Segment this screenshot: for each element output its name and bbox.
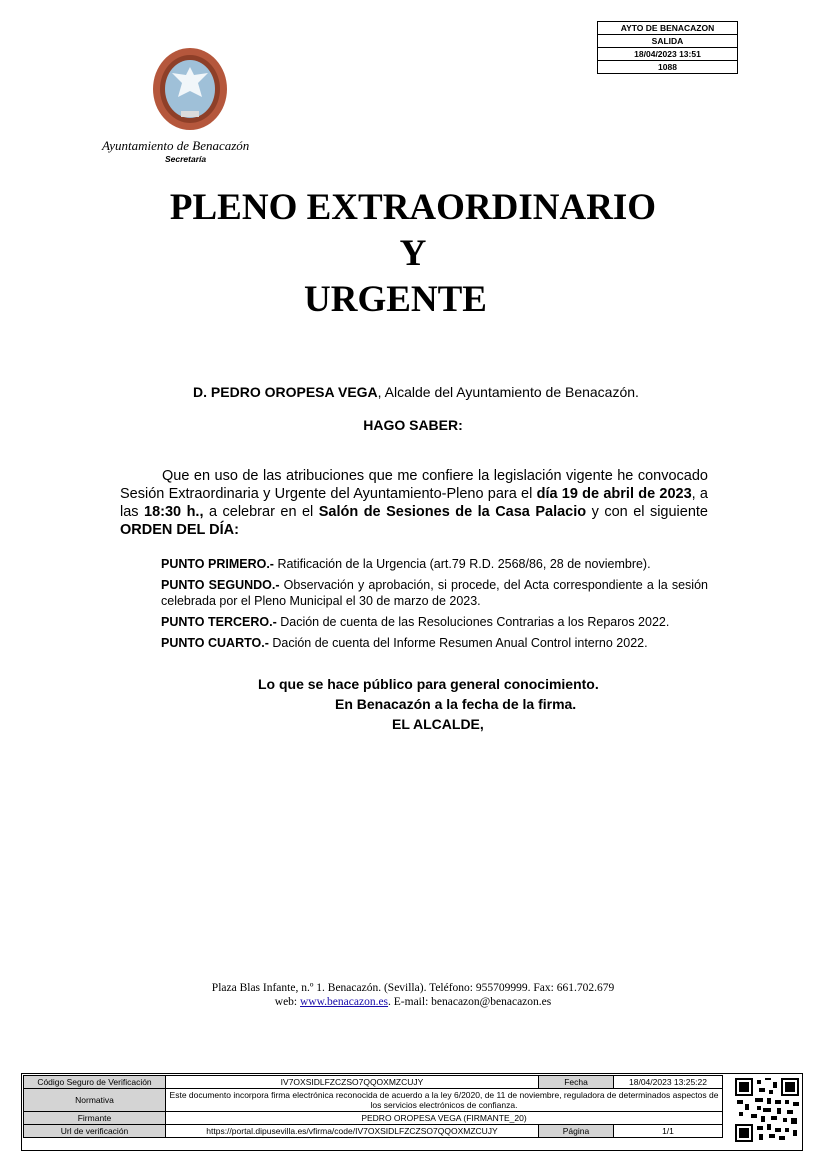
url-label: Url de verificación: [24, 1125, 166, 1138]
session-time: 18:30 h.,: [144, 504, 204, 520]
url-value[interactable]: https://portal.dipusevilla.es/vfirma/code/IV7OXSIDLFZCZSO7QQOXMZCUJY: [166, 1125, 539, 1138]
pagina-value: 1/1: [614, 1125, 723, 1138]
title-line-1: PLENO EXTRAORDINARIO: [169, 187, 657, 228]
website-link[interactable]: www.benacazon.es: [300, 996, 389, 1008]
footer-contact: [0, 996, 826, 1008]
stamp-entity: AYTO DE BENACAZON: [598, 22, 737, 35]
stamp-type: SALIDA: [598, 35, 737, 48]
stamp-number: 1088: [658, 62, 677, 72]
pagina-label: Página: [539, 1125, 614, 1138]
department-name: Secretaría: [165, 154, 207, 164]
csv-label: Código Seguro de Verificación: [24, 1076, 166, 1089]
agenda-item-text: Dación de cuenta de las Resoluciones Contrarias a los Reparos 2022.: [276, 615, 670, 629]
announcement-heading: HAGO SABER:: [363, 417, 463, 433]
stamp-datetime: 18/04/2023 13:51: [598, 48, 737, 61]
closing-line-1: Lo que se hace público para general conocimiento.: [258, 676, 599, 692]
web-label: web:: [274, 996, 300, 1008]
agenda-item: [161, 556, 708, 572]
normativa-label: Normativa: [24, 1089, 166, 1112]
session-date: día 19 de abril de 2023: [536, 486, 692, 502]
agenda-list: [161, 556, 708, 656]
municipal-seal-icon: [150, 45, 230, 133]
title-line-2: Y: [399, 233, 427, 274]
csv-value: IV7OXSIDLFZCZSO7QQOXMZCUJY: [166, 1076, 539, 1089]
convocation-paragraph: [120, 467, 708, 539]
verification-table: [23, 1075, 723, 1138]
body-text-1: Que en uso de las atribuciones que me confiere la legislación vigente he convocado Sesión Extraordinaria y Urgente del Ayuntamiento-Pleno para el: [120, 468, 708, 502]
issuer-name: D. PEDRO OROPESA VEGA: [193, 384, 378, 400]
body-text-4: y con el siguiente: [586, 504, 708, 520]
body-text-3: a celebrar en el: [203, 504, 319, 520]
signature-title: EL ALCALDE,: [392, 716, 484, 732]
issuer-role: , Alcalde del Ayuntamiento de Benacazón.: [377, 384, 639, 400]
title-line-3: URGENTE: [304, 279, 487, 320]
organization-name: Ayuntamiento de Benacazón: [102, 138, 250, 153]
agenda-item-label: PUNTO CUARTO.-: [161, 636, 269, 650]
email-text: . E-mail: benacazon@benacazon.es: [388, 996, 552, 1008]
issuer-line: [0, 384, 826, 400]
footer-address: Plaza Blas Infante, n.º 1. Benacazón. (Sevilla). Teléfono: 955709999. Fax: 661.702.679: [211, 982, 615, 994]
agenda-item-text: Observación y aprobación, si procede, del Acta correspondiente a la sesión celebrada por el Pleno Municipal el 30 de marzo de 2023.: [161, 578, 708, 608]
agenda-item-text: Ratificación de la Urgencia (art.79 R.D. 2568/86, 28 de noviembre).: [273, 557, 651, 571]
agenda-item-label: PUNTO SEGUNDO.-: [161, 578, 280, 592]
qr-code-icon: [735, 1078, 799, 1142]
body-text-2: , a las: [120, 486, 708, 520]
agenda-item: [161, 635, 708, 651]
fecha-label: Fecha: [539, 1076, 614, 1089]
normativa-value: Este documento incorpora firma electrónica reconocida de acuerdo a la ley 6/2020, de 11 de noviembre, reguladora de determinados aspectos de los servicios electrónicos de confianza.: [166, 1089, 723, 1112]
fecha-value: 18/04/2023 13:25:22: [614, 1076, 723, 1089]
agenda-item-label: PUNTO PRIMERO.-: [161, 557, 274, 571]
agenda-item: [161, 614, 708, 630]
agenda-item-text: Dación de cuenta del Informe Resumen Anual Control interno 2022.: [268, 636, 648, 650]
closing-line-2: En Benacazón a la fecha de la firma.: [335, 696, 577, 712]
session-place: Salón de Sesiones de la Casa Palacio: [318, 504, 587, 520]
registry-stamp: [597, 21, 738, 74]
agenda-item: [161, 577, 708, 609]
firmante-label: Firmante: [24, 1112, 166, 1125]
agenda-label: ORDEN DEL DÍA:: [120, 522, 239, 538]
agenda-item-label: PUNTO TERCERO.-: [161, 615, 277, 629]
firmante-value: PEDRO OROPESA VEGA (FIRMANTE_20): [166, 1112, 723, 1125]
